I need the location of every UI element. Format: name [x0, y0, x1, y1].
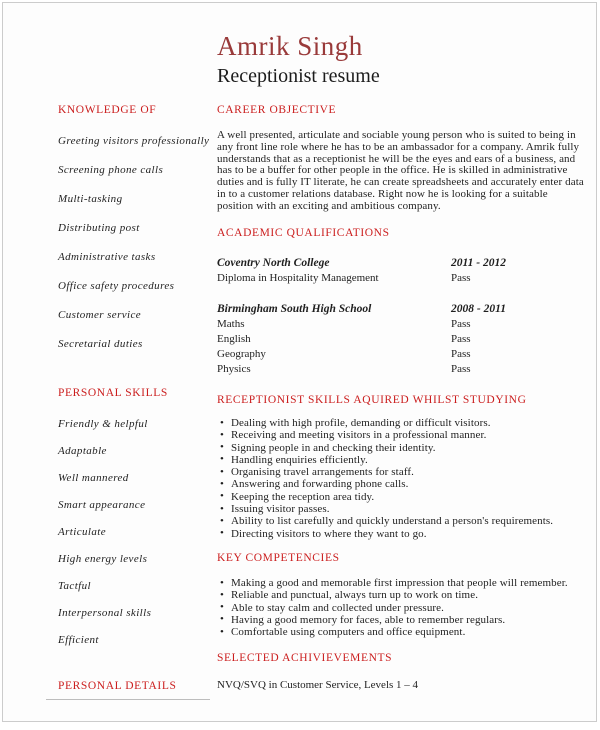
skill-bullet: • Keeping the reception area tidy. [231, 491, 585, 503]
school-header-row [217, 256, 585, 271]
qualification-result: Pass [451, 348, 471, 360]
qualification-subject: Maths [217, 318, 245, 330]
key-competencies-list [217, 577, 585, 638]
knowledge-item: Administrative tasks [58, 251, 156, 263]
sidebar-personal-details-section [46, 679, 210, 700]
school-block [217, 302, 585, 377]
key-competencies-heading: KEY COMPETENCIES [217, 552, 340, 564]
knowledge-item: Multi-tasking [58, 193, 123, 205]
knowledge-item: Secretarial duties [58, 338, 143, 350]
achievement-text: NVQ/SVQ in Customer Service, Levels 1 – 4 [217, 679, 419, 691]
selected-achievements-section [217, 651, 585, 691]
personal-skills-list [58, 417, 210, 647]
school-name: Coventry North College [217, 257, 330, 269]
skill-bullet: • Directing visitors to where they want to go. [231, 528, 585, 540]
receptionist-skills-section [217, 393, 585, 540]
school-dates: 2008 - 2011 [451, 303, 506, 315]
qualification-result: Pass [451, 363, 471, 375]
qualification-row [217, 332, 585, 347]
skill-bullet: • Dealing with high profile, demanding or difficult visitors. [231, 417, 585, 429]
school-header-row [217, 302, 585, 317]
career-objective-section [217, 103, 585, 213]
knowledge-item: Screening phone calls [58, 164, 164, 176]
academic-qualifications-section [217, 226, 585, 377]
career-objective-text: A well presented, articulate and sociable young person who is suited to being in any front line role where he has to be an ambassador for a company. Amrik fully understands that as a receptionist he will be the eyes and ears of a business, and has to be a buffer for other people in the office. He is skilled in administrative duties and is fully IT literate, he can create spreadsheets and accurately enter data in to a customer relations database. Right now he is looking for a suitable position with an exciting and ambitious company. [217, 129, 584, 212]
skill-bullet: • Organising travel arrangements for staff. [231, 466, 585, 478]
personal-skill-item: Well mannered [58, 472, 129, 484]
qualification-result: Pass [451, 272, 471, 284]
competency-bullet: • Comfortable using computers and office equipment. [231, 626, 585, 638]
knowledge-item: Greeting visitors professionally [58, 135, 210, 147]
qualification-row [217, 362, 585, 377]
personal-details-heading: PERSONAL DETAILS [58, 680, 177, 692]
personal-skill-item: Articulate [58, 526, 106, 538]
personal-skill-item: Adaptable [58, 445, 107, 457]
qualification-result: Pass [451, 318, 471, 330]
knowledge-item: Office safety procedures [58, 280, 175, 292]
academic-qualifications-heading: ACADEMIC QUALIFICATIONS [217, 227, 390, 239]
knowledge-item: Distributing post [58, 222, 140, 234]
knowledge-item: Customer service [58, 309, 142, 321]
career-objective-heading: CAREER OBJECTIVE [217, 104, 337, 116]
key-competencies-section [217, 551, 585, 638]
personal-skills-heading: PERSONAL SKILLS [58, 387, 168, 399]
candidate-name: Amrik Singh [217, 31, 363, 61]
resume-title: Receptionist resume [217, 65, 380, 87]
qualification-row [217, 317, 585, 332]
skill-bullet: • Issuing visitor passes. [231, 503, 585, 515]
receptionist-skills-heading: RECEPTIONIST SKILLS AQUIRED WHILST STUDYING [217, 394, 527, 406]
skill-bullet: • Handling enquiries efficiently. [231, 454, 585, 466]
selected-achievements-heading: SELECTED ACHIVIEVEMENTS [217, 652, 393, 664]
personal-skill-item: Smart appearance [58, 499, 146, 511]
receptionist-skills-list [217, 417, 585, 540]
qualification-subject: Geography [217, 348, 266, 360]
skill-bullet: • Signing people in and checking their identity. [231, 442, 585, 454]
personal-skill-item: High energy levels [58, 553, 148, 565]
knowledge-heading: KNOWLEDGE OF [58, 104, 157, 116]
skill-bullet: • Ability to list carefully and quickly understand a person's requirements. [231, 515, 585, 527]
qualification-result: Pass [451, 333, 471, 345]
qualification-subject: Physics [217, 363, 251, 375]
school-dates: 2011 - 2012 [451, 257, 506, 269]
personal-skill-item: Friendly & helpful [58, 418, 148, 430]
qualification-subject: English [217, 333, 251, 345]
qualification-row [217, 347, 585, 362]
skill-bullet: • Answering and forwarding phone calls. [231, 478, 585, 490]
school-name: Birmingham South High School [217, 303, 372, 315]
competency-bullet: • Able to stay calm and collected under pressure. [231, 602, 585, 614]
personal-skill-item: Efficient [58, 634, 99, 646]
sidebar-personal-skills-section [58, 386, 210, 660]
competency-bullet: • Reliable and punctual, always turn up to work on time. [231, 589, 585, 601]
school-block [217, 256, 585, 286]
competency-bullet: • Having a good memory for faces, able to remember regulars. [231, 614, 585, 626]
competency-bullet: • Making a good and memorable first impression that people will remember. [231, 577, 585, 589]
personal-skill-item: Interpersonal skills [58, 607, 152, 619]
qualification-subject: Diploma in Hospitality Management [217, 272, 379, 284]
qualification-row [217, 271, 585, 286]
knowledge-list [58, 134, 210, 351]
personal-skill-item: Tactful [58, 580, 91, 592]
sidebar-knowledge-section [58, 103, 210, 366]
skill-bullet: • Receiving and meeting visitors in a professional manner. [231, 429, 585, 441]
resume-page [2, 2, 597, 722]
